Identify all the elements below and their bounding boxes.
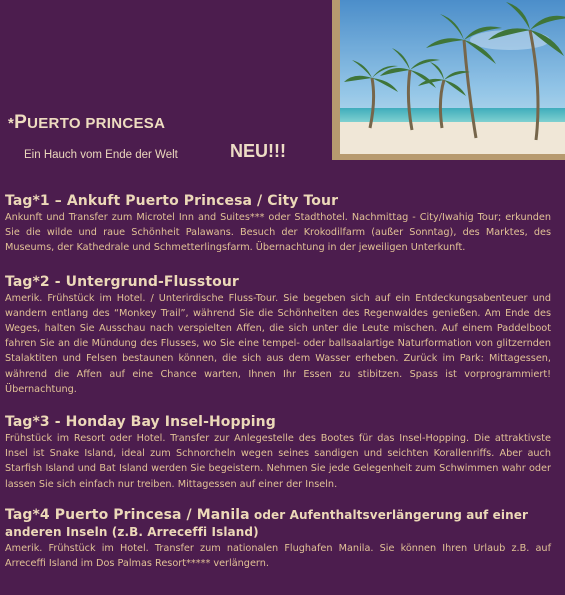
day-2-section (5, 274, 551, 397)
tagline: Ein Hauch vom Ende der Welt (24, 149, 178, 161)
day-4-heading-extra: oder Aufenthaltsverlängerung auf einer anderen Inseln (z.B. Arreceffi Island) (5, 507, 528, 539)
title-rest: UERTO PRINCESA (27, 115, 166, 132)
day-1-section (5, 193, 551, 256)
photo-frame (332, 0, 565, 160)
day-3-title: Tag*3 - Honday Bay Insel-Hopping (5, 414, 276, 431)
day-2-text: Amerik. Frühstück im Hotel. / Unterirdische Fluss-Tour. Sie begeben sich auf ein Entdeckungsabenteuer und wandern entlang des “Monkey Trail”, während Sie die Schönheiten des Regenwaldes genießen. Am Ende des Weges, halten Sie Ausschau nach verspielten Affen, die sich unter die Leute mischen. Auf einem Paddelboot fahren Sie an die Mündung des Flusses, wo Sie eine tempel- oder ballsaalartige Naturformation von glitzernden Stalaktiten und Felsen bestaunen können, die sich aus dem Wasser erheben. Zurück im Park: Mittagessen, während die Affen auf eine Chance warten, Ihnen Ihr Essen zu stibitzen. Spass ist vorprogrammiert! Übernachtung. (5, 292, 551, 395)
day-2-heading (5, 274, 551, 291)
destination-title (8, 112, 165, 134)
day-3-text: Frühstück im Resort oder Hotel. Transfer zur Anlegestelle des Bootes für das Insel-Hopping. Die attraktivste Insel ist Snake Island, ideal zum Schnorcheln wegen seines sandigen und seichten Korallenriffs. Aber auch Starfish Island und Bat Island werden Sie begeistern. Nehmen Sie jede Gelegenheit zum Schwimmen wahr oder lassen Sie sich einfach nur treiben. Mittagessen auf einer der Inseln. (5, 433, 551, 490)
day-2-title: Tag*2 - Untergrund-Flusstour (5, 273, 239, 290)
itinerary (5, 193, 551, 583)
day-1-heading (5, 193, 551, 210)
day-1-title: Tag*1 – Ankuft Puerto Princesa / City Tour (5, 193, 339, 209)
day-3-section (5, 414, 551, 492)
day-4-title: Tag*4 Puerto Princesa / Manila (5, 506, 250, 523)
day-3-heading (5, 414, 551, 431)
title-initial: P (14, 112, 28, 133)
day-4-heading (5, 507, 551, 541)
new-badge: NEU!!! (230, 141, 286, 161)
beach-palm-photo (340, 0, 565, 154)
day-4-section (5, 507, 551, 571)
title-star: * (8, 115, 15, 132)
day-4-text: Amerik. Frühstück im Hotel. Transfer zum nationalen Flughafen Manila. Sie können Ihren Urlaub z.B. auf Arreceffi Island im Dos Palmas Resort***** verlängern. (5, 542, 551, 570)
day-1-text: Ankunft und Transfer zum Microtel Inn and Suites*** oder Stadthotel. Nachmittag - City/Iwahig Tour; erkunden Sie die wilde und raue Schönheit Palawans. Besuch der Krokodilfarm (außer Sonntag), des Marktes, des Museums, der Kathedrale und Schmetterlingsfarm. Übernachtung in der jeweiligen Unterkunft. (5, 212, 551, 254)
